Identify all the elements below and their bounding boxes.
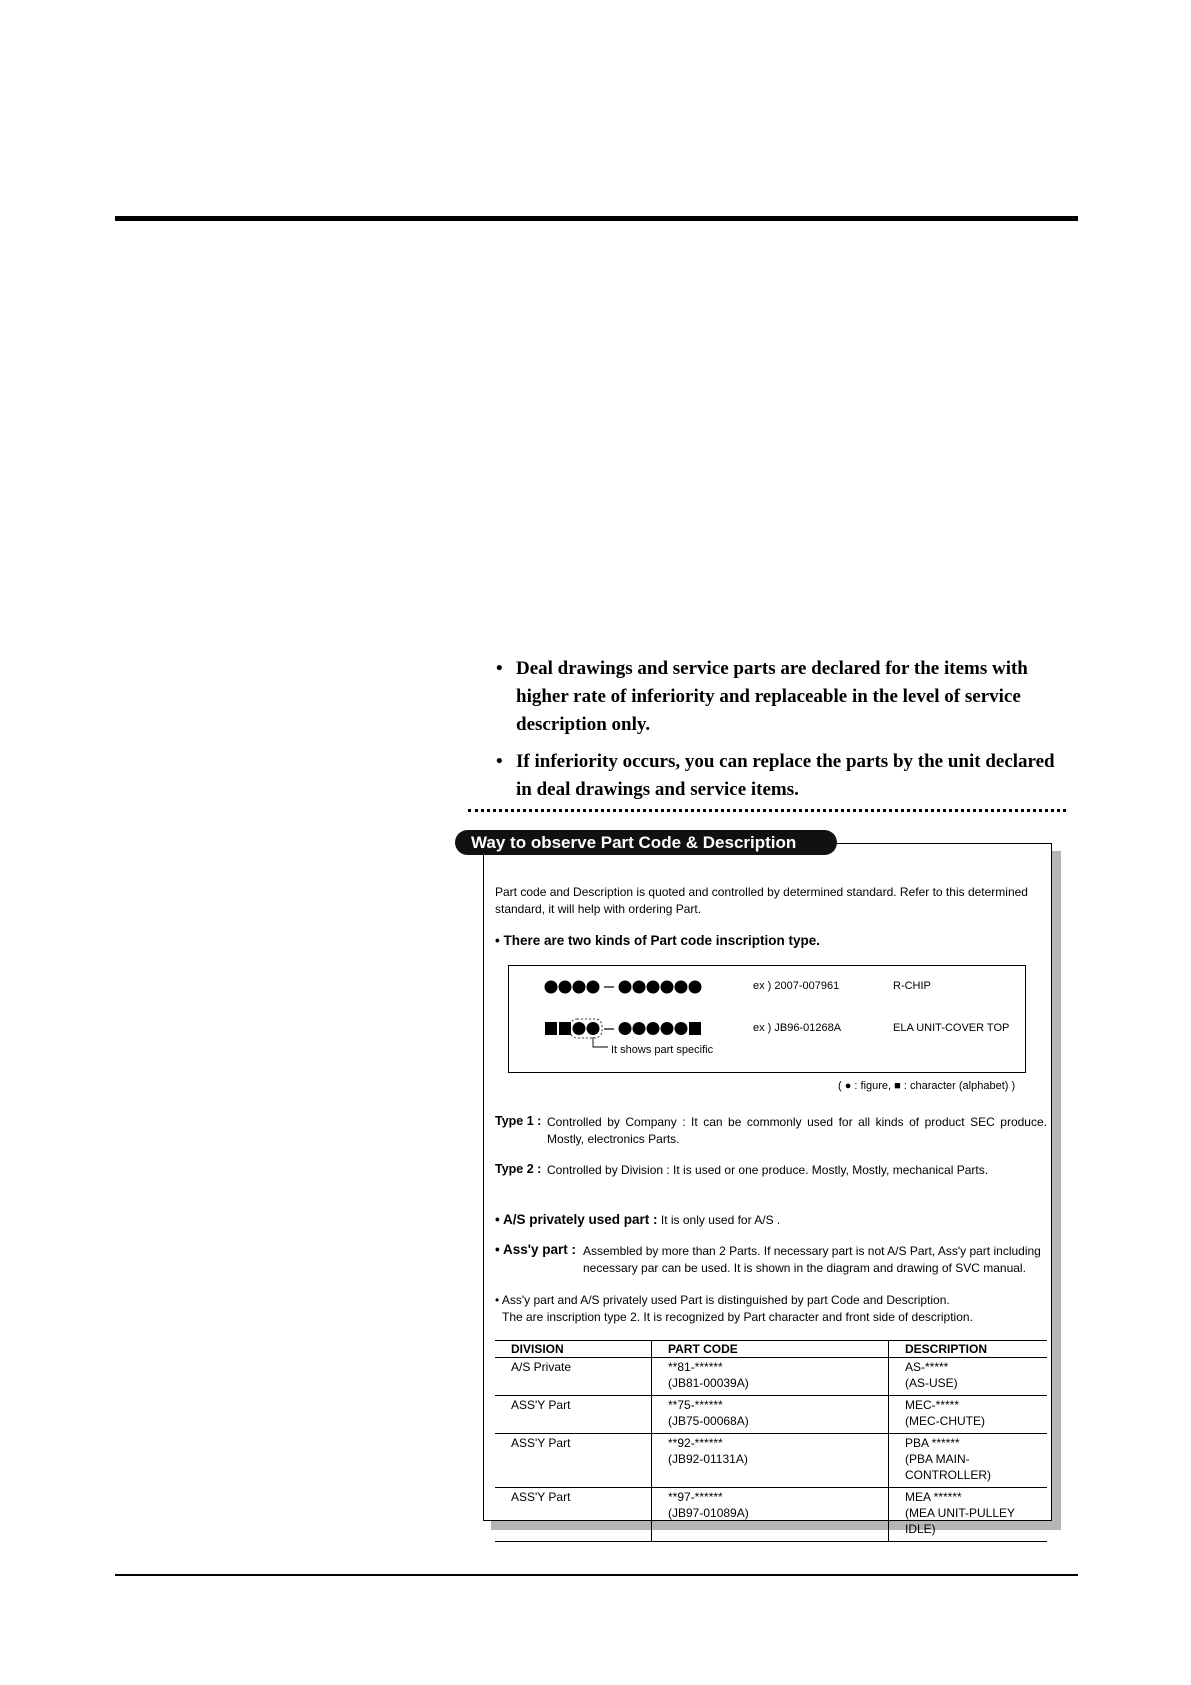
footer-rule xyxy=(115,1574,1078,1576)
bullet-text: If inferiority occurs, you can replace the parts by the unit declared in deal drawings and service items. xyxy=(516,751,1055,800)
description-pattern: AS-***** xyxy=(905,1360,949,1374)
figure-dot-icon xyxy=(661,981,674,994)
dotted-divider xyxy=(468,809,1066,812)
note-line-1: • Ass'y part and A/S privately used Part is distinguished by part Code and Description. xyxy=(495,1293,950,1307)
division-cell: A/S Private xyxy=(495,1358,652,1396)
header-rule xyxy=(115,216,1078,221)
character-square-icon xyxy=(559,1022,571,1035)
part-code-cell xyxy=(652,1488,889,1542)
figure-dot-icon xyxy=(647,1022,660,1035)
part-code-cell xyxy=(652,1358,889,1396)
column-header-division: DIVISION xyxy=(495,1341,652,1358)
as-private-line xyxy=(495,1211,780,1229)
table-header-row xyxy=(495,1341,1047,1358)
figure-dot-icon xyxy=(675,981,688,994)
figure-dot-icon xyxy=(559,981,572,994)
type1-label: Type 1 : xyxy=(495,1114,542,1128)
type1-text: Controlled by Company : It can be commonly used for all kinds of product SEC produce. Mostly, electronics Parts. xyxy=(547,1115,1047,1146)
part-code-table xyxy=(495,1340,1047,1542)
column-header-part-code: PART CODE xyxy=(652,1341,889,1358)
bullet-item xyxy=(496,748,1056,804)
part-code-example: (JB75-00068A) xyxy=(668,1414,749,1428)
bullet-list xyxy=(496,655,1056,813)
figure-dot-icon xyxy=(633,1022,646,1035)
column-header-description: DESCRIPTION xyxy=(889,1341,1048,1358)
character-square-icon xyxy=(545,1022,557,1035)
description-pattern: MEC-***** xyxy=(905,1398,960,1412)
figure-dot-icon xyxy=(573,981,586,994)
part-code-pattern: **81-****** xyxy=(668,1360,723,1374)
figure-dot-icon xyxy=(647,981,660,994)
figure-dot-icon xyxy=(633,981,646,994)
description-example: (MEA UNIT-PULLEY IDLE) xyxy=(905,1506,1015,1536)
legend: ( ● : figure, ■ : character (alphabet) ) xyxy=(838,1080,1016,1092)
figure-dot-icon xyxy=(573,1022,586,1035)
figure-dot-icon xyxy=(675,1022,688,1035)
note-line-2: The are inscription type 2. It is recognized by Part character and front side of description. xyxy=(502,1310,973,1324)
figure-dot-icon xyxy=(689,981,702,994)
description-cell xyxy=(889,1434,1048,1488)
specific-note: It shows part specific xyxy=(611,1044,714,1056)
division-cell: ASS'Y Part xyxy=(495,1396,652,1434)
type1-code-pattern xyxy=(545,981,702,994)
part-code-example: (JB92-01131A) xyxy=(668,1452,748,1466)
table-row xyxy=(495,1396,1047,1434)
division-cell: ASS'Y Part xyxy=(495,1434,652,1488)
description-cell xyxy=(889,1396,1048,1434)
example-desc-2: ELA UNIT-COVER TOP xyxy=(893,1022,1010,1034)
as-private-text: It is only used for A/S . xyxy=(657,1213,781,1227)
as-private-label: • A/S privately used part : xyxy=(495,1212,658,1227)
bullet-text: Deal drawings and service parts are declared for the items with higher rate of inferiority and replaceable in the level of service description only. xyxy=(516,658,1028,735)
part-code-pattern: **75-****** xyxy=(668,1398,723,1412)
description-pattern: PBA ****** xyxy=(905,1436,960,1450)
box-title: Way to observe Part Code & Description xyxy=(455,830,837,855)
figure-dot-icon xyxy=(587,981,600,994)
assy-text: Assembled by more than 2 Parts. If necessary part is not A/S Part, Ass'y part including necessary par can be used. It is shown in the diagram and drawing of SVC manual. xyxy=(583,1244,1041,1275)
description-pattern: MEA ****** xyxy=(905,1490,962,1504)
type2-text: Controlled by Division : It is used or one produce. Mostly, Mostly, mechanical Parts. xyxy=(547,1163,989,1177)
distinguish-note xyxy=(495,1292,1035,1326)
assy-label: • Ass'y part : xyxy=(495,1242,576,1257)
bullet-dot-icon: • xyxy=(496,658,503,679)
table-row xyxy=(495,1434,1047,1488)
description-example: (AS-USE) xyxy=(905,1376,958,1390)
intro-text: Part code and Description is quoted and controlled by determined standard. Refer to this determined standard, it will help with ordering Part. xyxy=(495,885,1028,916)
part-code-cell xyxy=(652,1396,889,1434)
part-code-pattern: **97-****** xyxy=(668,1490,723,1504)
table-row xyxy=(495,1488,1047,1542)
description-example: (PBA MAIN-CONTROLLER) xyxy=(905,1452,992,1482)
example-desc-1: R-CHIP xyxy=(893,980,931,992)
bullet-item xyxy=(496,655,1056,739)
kinds-heading: • There are two kinds of Part code inscription type. xyxy=(495,933,821,948)
part-code-cell xyxy=(652,1434,889,1488)
table-row xyxy=(495,1358,1047,1396)
description-example: (MEC-CHUTE) xyxy=(905,1414,985,1428)
description-cell xyxy=(889,1358,1048,1396)
character-square-icon xyxy=(689,1022,701,1035)
example-code-1: ex ) 2007-007961 xyxy=(753,980,840,992)
part-code-example: (JB97-01089A) xyxy=(668,1506,749,1520)
bullet-dot-icon: • xyxy=(496,751,503,772)
figure-dot-icon xyxy=(661,1022,674,1035)
part-code-example: (JB81-00039A) xyxy=(668,1376,749,1390)
figure-dot-icon xyxy=(619,981,632,994)
figure-dot-icon xyxy=(545,981,558,994)
figure-dot-icon xyxy=(619,1022,632,1035)
type2-label: Type 2 : xyxy=(495,1162,542,1176)
part-code-pattern: **92-****** xyxy=(668,1436,723,1450)
example-code-2: ex ) JB96-01268A xyxy=(753,1022,842,1034)
figure-dot-icon xyxy=(587,1022,600,1035)
type2-code-pattern xyxy=(545,1019,701,1047)
callout-line-icon xyxy=(593,1037,608,1047)
division-cell: ASS'Y Part xyxy=(495,1488,652,1542)
code-format-diagram xyxy=(544,979,724,1049)
description-cell xyxy=(889,1488,1048,1542)
